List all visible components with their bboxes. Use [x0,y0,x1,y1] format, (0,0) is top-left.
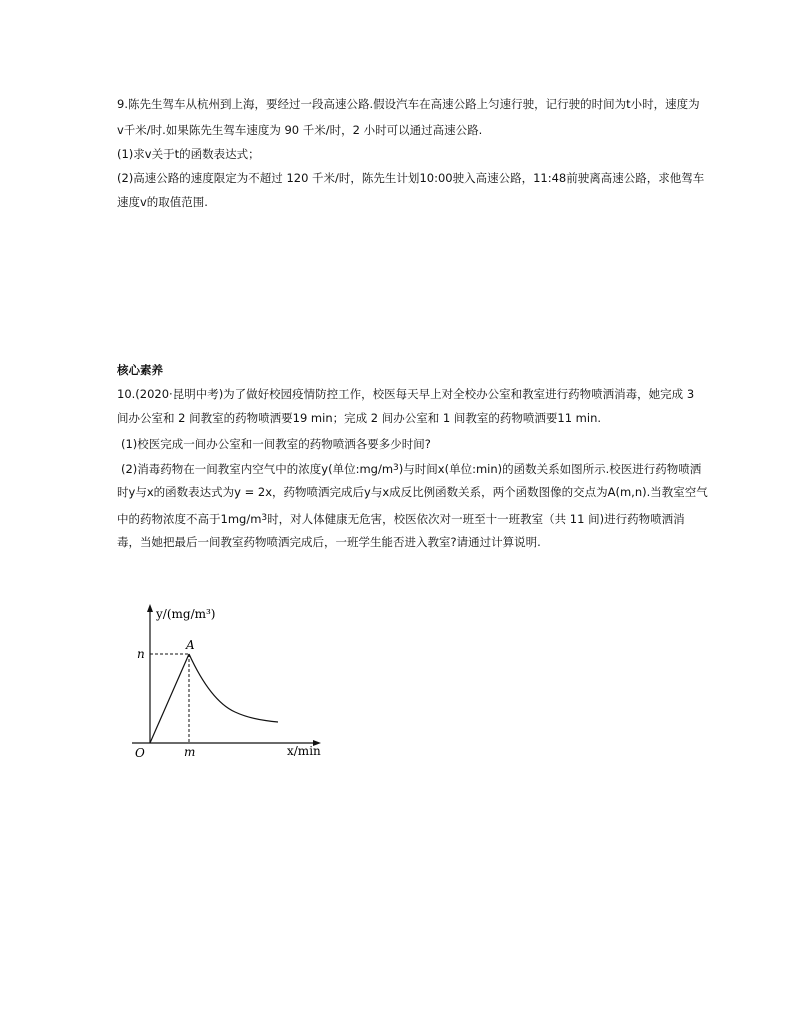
q10-linear-formula: y = 2x [234,485,272,499]
x-axis-label: x/min [287,744,321,758]
q10-l6-a: 中的药物浓度不高于 [117,512,221,526]
section-heading: 核心素养 [117,363,163,377]
q9-l4-text-c: 驶入高速公路， [452,171,534,185]
q10-l5-y2: y [364,485,371,499]
q10-l5-x2: x [382,485,390,499]
q10-threshold: 1mg/m [220,512,262,526]
q10-threshold-exp: 3 [261,513,268,523]
q10-l4-text-d: )与时间 [398,462,438,476]
q10-l5-k: 成反比例函数关系，两个函数图像的交点为 [389,485,608,499]
q9-line-2: v千米/时.如果陈先生驾车速度为 90 千米/时，2 小时可以通过高速公路. [117,123,483,137]
q10-line-7: 毒，当她把最后一间教室药物喷洒完成后，一班学生能否进入教室?请通过计算说明. [117,535,541,549]
q10-time-11: 11 min [557,411,598,425]
inverse-curve [189,654,278,722]
m-label: m [184,745,196,759]
q10-l4-text-f: 的函数关系如图所示.校医进行药物喷洒 [502,462,702,476]
origin-label: O [135,746,145,760]
y-axis-label: y/(mg/m³) [156,607,216,621]
q9-line-1: 9.陈先生驾车从杭州到上海，要经过一段高速公路.假设汽车在高速公路上匀速行驶，记行驶的时间为t小时，速度为 [117,97,700,111]
q10-l5-a: 时 [117,485,129,499]
q10-time-19: 19 min [292,411,333,425]
q9-line-5: 速度v的取值范围. [117,195,208,209]
q10-intersection-point: A(m,n) [607,485,647,499]
q9-l4-text-e: 前驶离高速公路，求他驾车 [566,171,705,185]
q10-l5-m: .当教室空气 [646,485,708,499]
q10-l2-text-e: . [597,411,602,425]
q10-l5-i: 与 [370,485,383,499]
q10-line-2 [117,410,601,426]
q10-l2-text-c: ；完成 2 间办公室和 1 间教室的药物喷洒要 [332,411,558,425]
linear-segment [150,654,189,743]
y-axis-arrow [147,604,153,612]
q10-line-5 [117,484,708,500]
q10-l2-text-a: 间办公室和 2 间教室的药物喷洒要 [117,411,293,425]
q10-l5-y: y [128,485,136,499]
n-label: n [137,647,145,661]
q10-l5-g: ，药物喷洒完成后 [272,485,364,499]
q10-l4-text-a: (2)消毒药物在一间教室内空气中的浓度 [121,462,322,476]
q9-time-start: 10:00 [419,171,453,185]
q10-line-1: 10.(2020·昆明中考)为了做好校园疫情防控工作，校医每天早上对全校办公室和教室进行药物喷洒消毒，她完成 3 [117,387,695,401]
q9-line-3: (1)求v关于t的函数表达式； [117,147,260,161]
q10-y-unit-exp: 3 [393,463,399,473]
q9-line-4 [117,170,704,186]
q10-line-3: (1)校医完成一间办公室和一间教室的药物喷洒各要多少时间? [121,437,431,451]
q9-time-end: 11:48 [533,171,567,185]
point-a-label: A [186,638,195,652]
q10-l5-e: 的函数表达式为 [153,485,235,499]
q10-line-4 [121,460,701,477]
q10-line-6 [117,510,685,527]
q9-l4-text-a: (2)高速公路的速度限定为不超过 120 千米/时，陈先生计划 [117,171,420,185]
q10-x-unit: x(单位:min) [437,462,503,476]
q10-y-unit: y(单位:mg/m [321,462,394,476]
function-graph [120,598,335,768]
q10-l6-d: 时，对人体健康无危害，校医依次对一班至十一班教室（共 11 间)进行药物喷洒消 [267,512,685,526]
q10-l5-x: x [146,485,154,499]
q10-l5-c: 与 [135,485,147,499]
